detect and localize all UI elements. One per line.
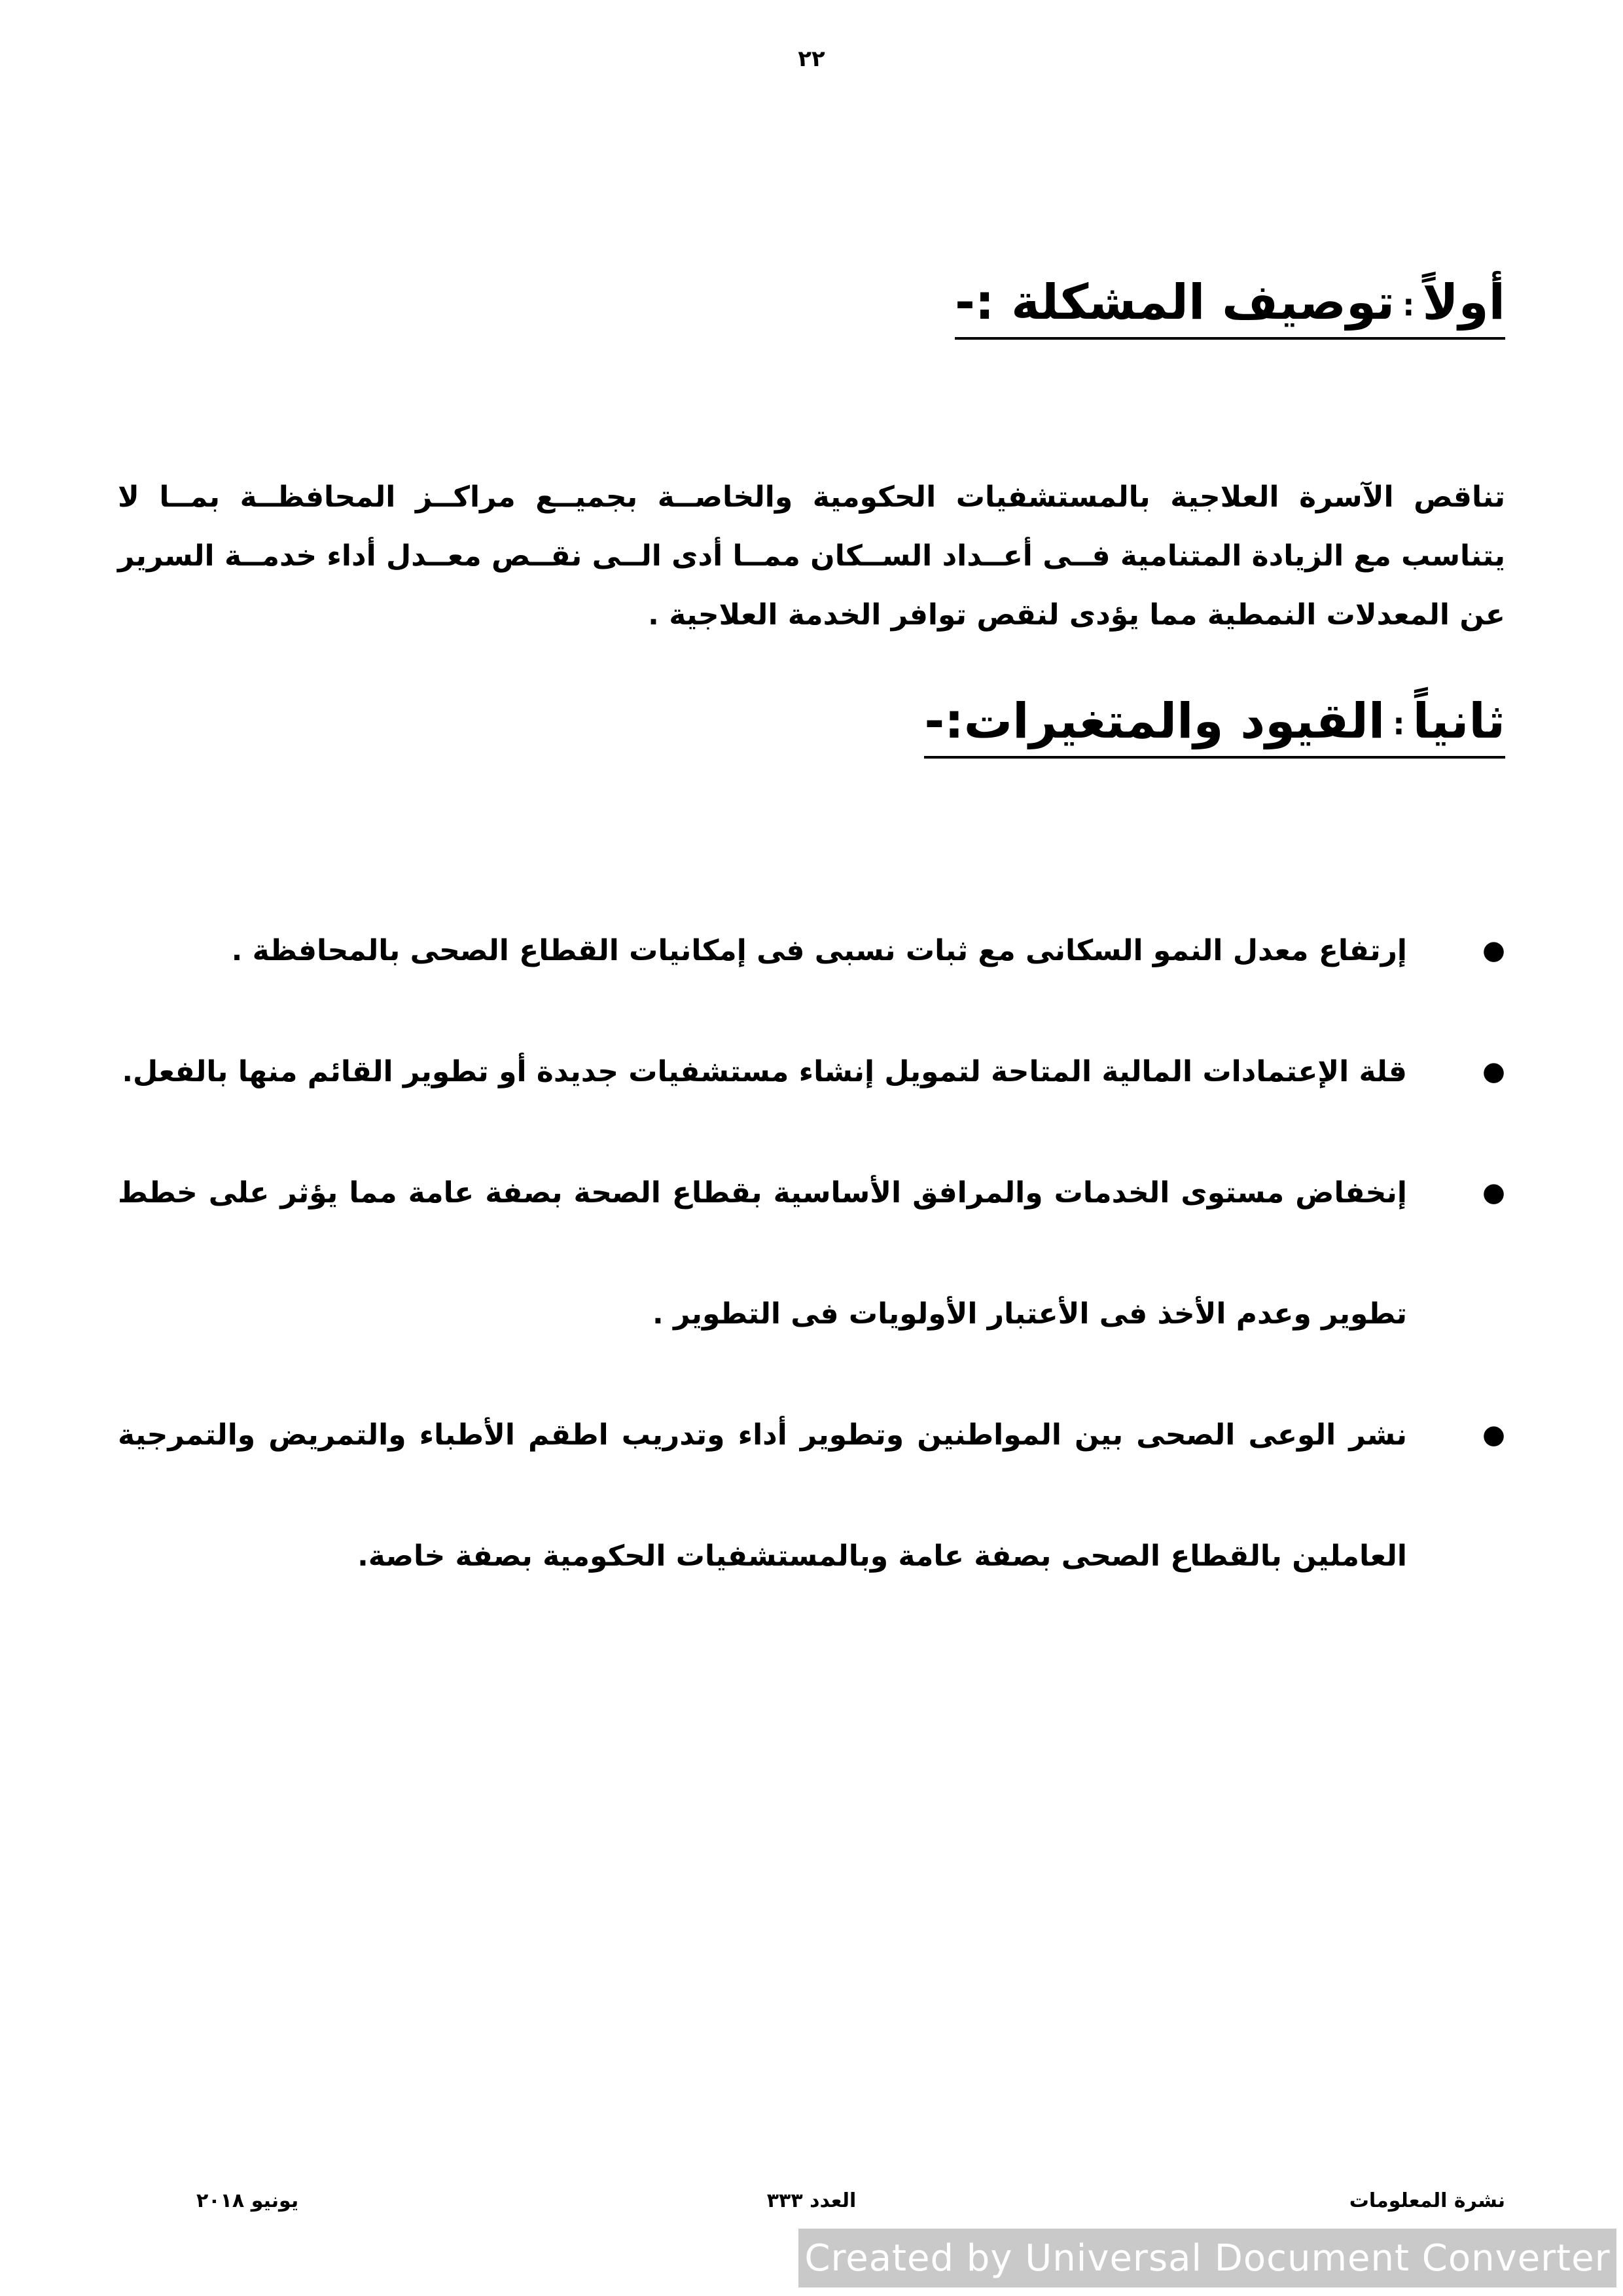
section-title: توصيف المشكلة bbox=[1011, 274, 1395, 331]
section-label: ثانياً bbox=[1412, 693, 1505, 749]
list-item-text: قلة الإعتمادات المالية المتاحة لتمويل إنشاء مستشفيات جديدة أو تطوير القائم منها بالفعل. bbox=[122, 1055, 1407, 1088]
constraints-list bbox=[118, 890, 1505, 1617]
page-number: ٢٢ bbox=[798, 46, 825, 72]
list-item-text: نشر الوعى الصحى بين المواطنين وتطوير أداء وتدريب اطقم الأطباء والتمريض والتمرجية العاملين بالقطاع الصحى بصفة عامة وبالمستشفيات الحكومية بصفة خاصة. bbox=[118, 1418, 1407, 1573]
list-item bbox=[118, 1374, 1505, 1617]
section-separator: : bbox=[1402, 287, 1415, 323]
section-heading-problem bbox=[955, 275, 1505, 340]
footer-issue: العدد ٣٣٣ bbox=[766, 2189, 857, 2212]
bullet-icon: ● bbox=[1482, 1177, 1505, 1208]
watermark-text: Created by Universal Document Converter bbox=[804, 2236, 1611, 2280]
bullet-icon: ● bbox=[1482, 1420, 1505, 1450]
section-suffix: :- bbox=[955, 274, 995, 331]
footer-publication: نشرة المعلومات bbox=[1349, 2189, 1505, 2212]
section-label: أولاً bbox=[1422, 274, 1505, 331]
problem-paragraph: تناقص الآسرة العلاجية بالمستشفيات الحكومية والخاصــة بجميــع مراكــز المحافظــة بمــا لا يتناسب مع الزيادة المتنامية فــى أعــداد الســكان ممــا أدى الــى نقــص معــدل أداء خدمــة السرير عن المعدلات النمطية مما يؤدى لنقص توافر الخدمة العلاجية . bbox=[118, 480, 1505, 632]
section-suffix: :- bbox=[924, 693, 964, 749]
footer-date: يونيو ٢٠١٨ bbox=[196, 2189, 299, 2212]
list-item-text: إنخفاض مستوى الخدمات والمرافق الأساسية بقطاع الصحة بصفة عامة مما يؤثر على خطط تطوير وعدم الأخذ فى الأعتبار الأولويات فى التطوير . bbox=[118, 1176, 1407, 1331]
section-title: القيود والمتغيرات bbox=[963, 693, 1385, 749]
section-heading-constraints bbox=[924, 694, 1505, 759]
list-item bbox=[118, 1011, 1505, 1132]
list-item-text: إرتفاع معدل النمو السكانى مع ثبات نسبى فى إمكانيات القطاع الصحى بالمحافظة . bbox=[231, 934, 1407, 967]
list-item bbox=[118, 1132, 1505, 1374]
bullet-icon: ● bbox=[1482, 1056, 1505, 1086]
section-separator: : bbox=[1393, 706, 1405, 742]
bullet-icon: ● bbox=[1482, 935, 1505, 965]
list-item bbox=[118, 890, 1505, 1011]
converter-watermark bbox=[798, 2229, 1616, 2287]
